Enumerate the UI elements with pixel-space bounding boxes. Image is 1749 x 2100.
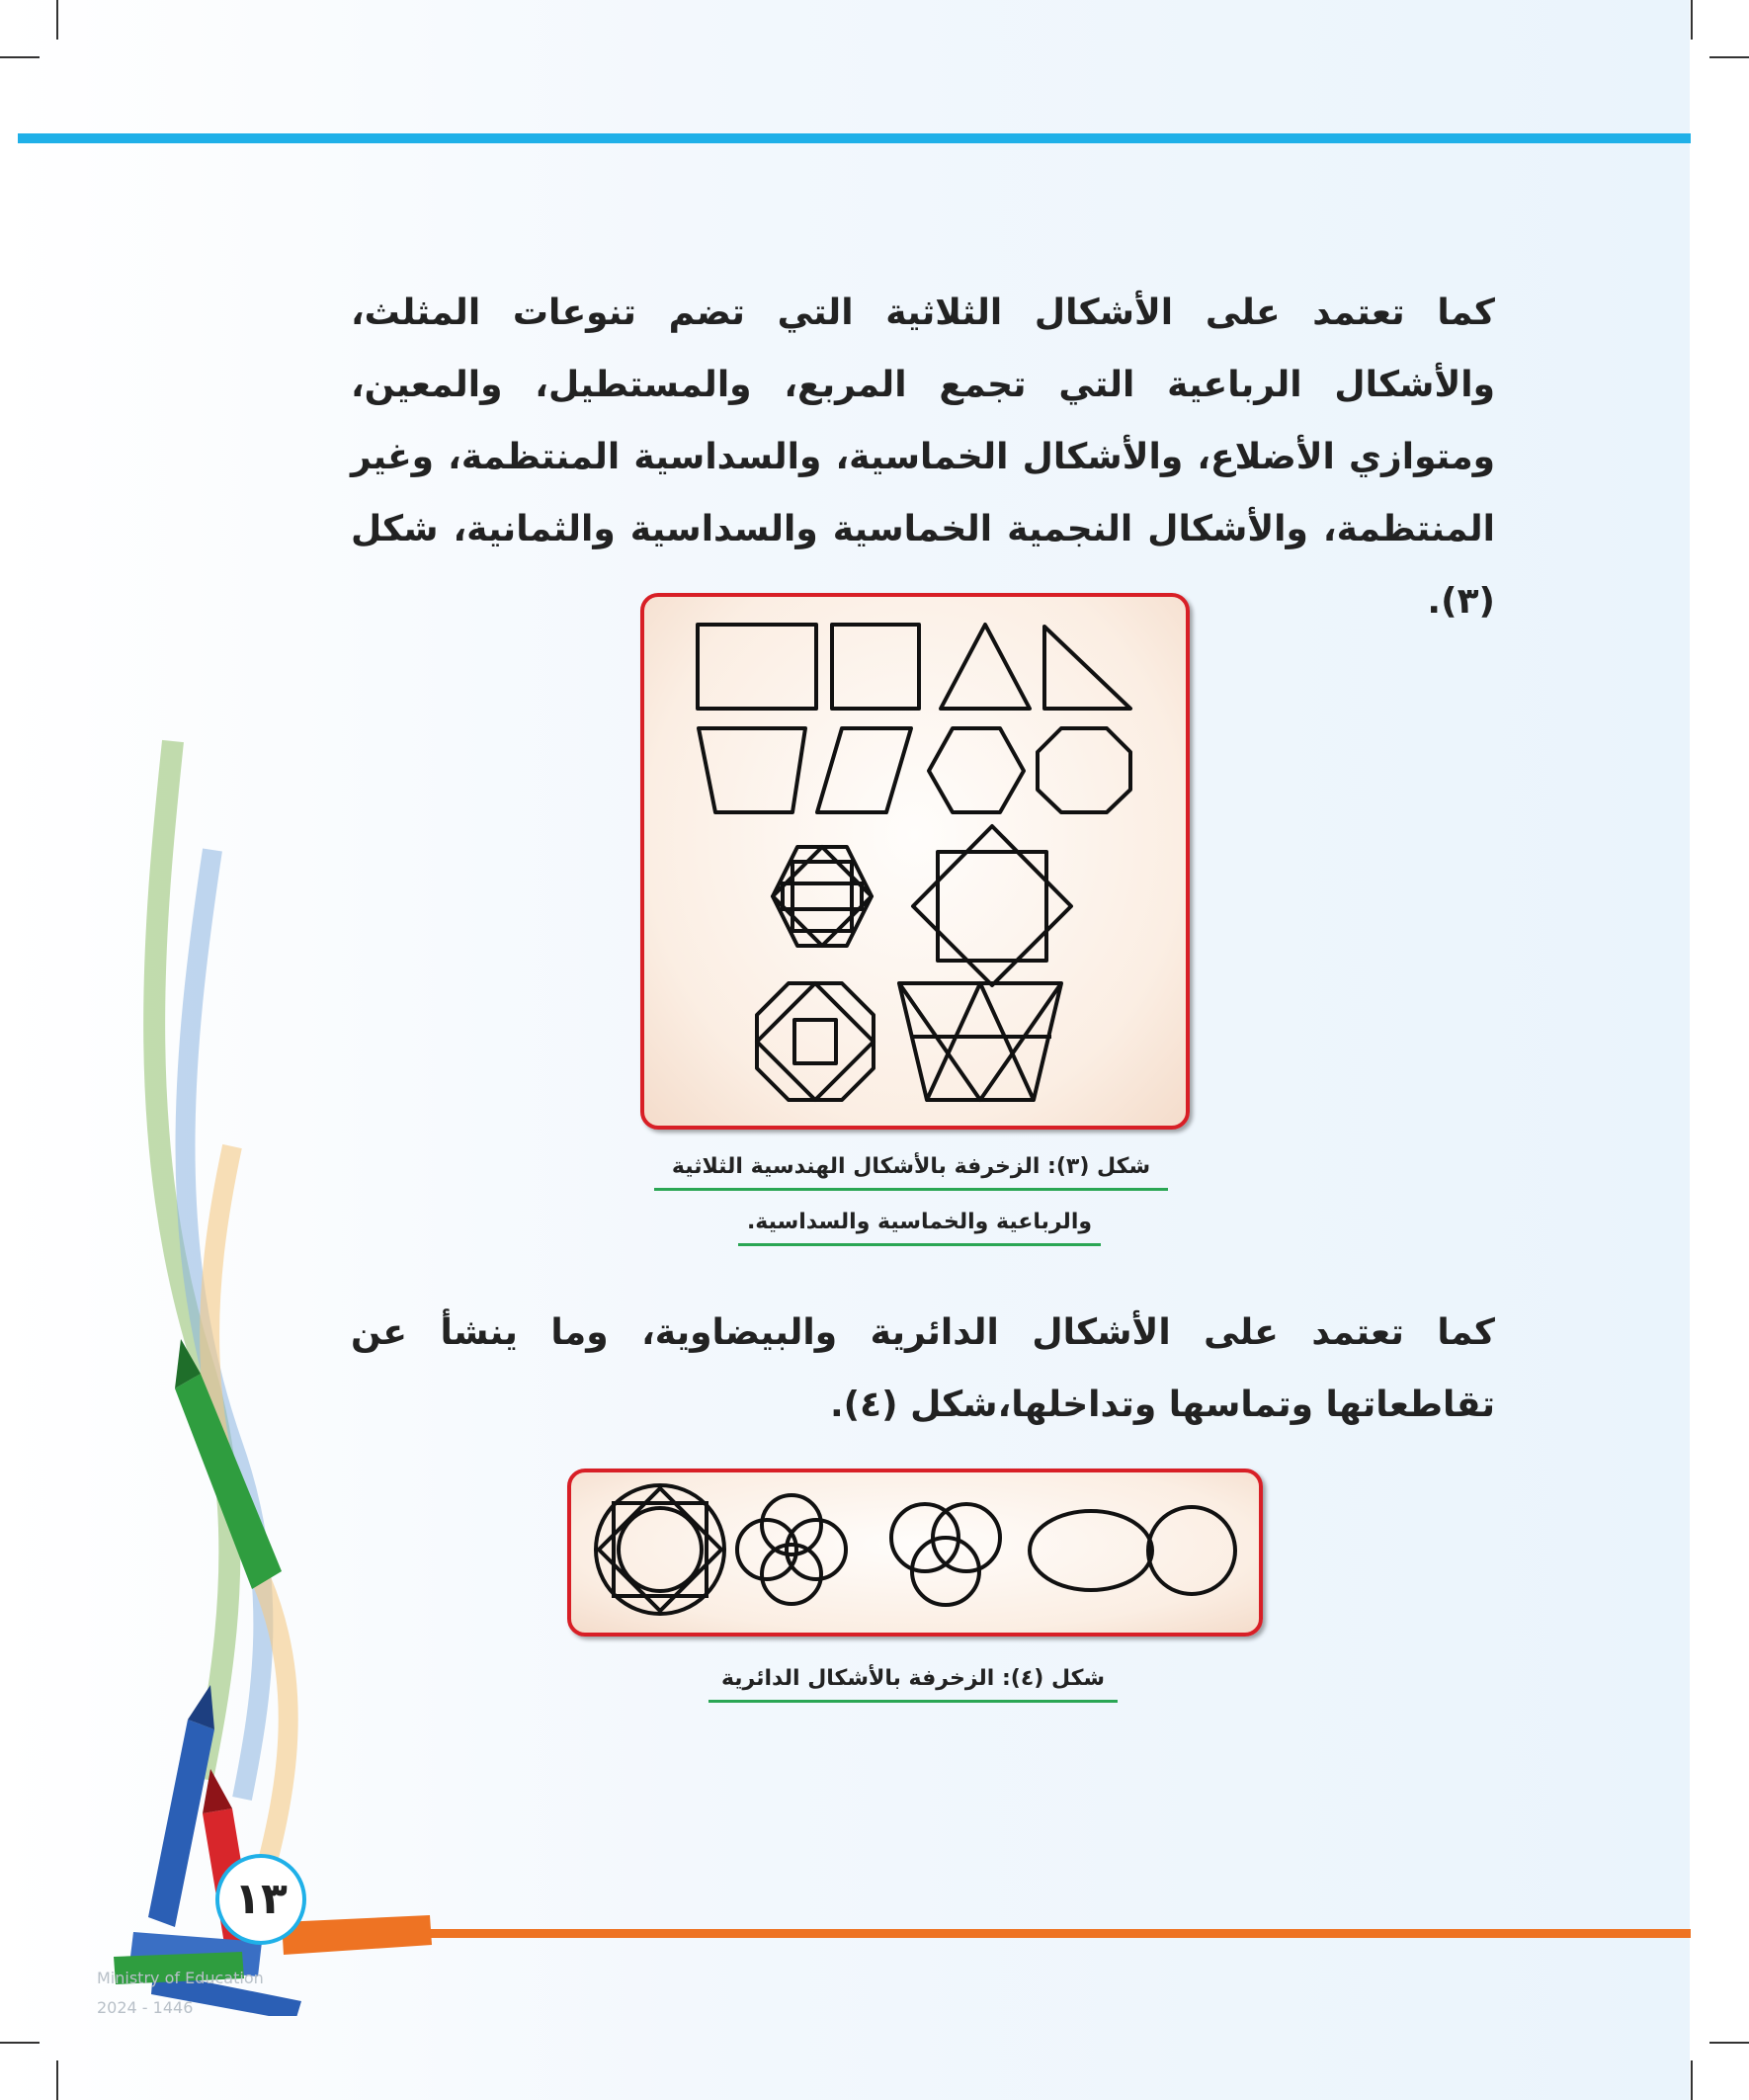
- crossed-triangles-shape: [899, 983, 1061, 1100]
- triangle-shape: [941, 625, 1030, 709]
- interlocking-circles-shape: [891, 1504, 1000, 1605]
- crop-mark: [0, 56, 40, 58]
- top-rule: [18, 133, 1691, 143]
- crop-mark: [56, 0, 58, 40]
- overlapping-circles-flower-shape: [737, 1495, 846, 1604]
- crop-mark: [1709, 56, 1749, 58]
- paragraph-1: كما تعتمد على الأشكال الثلاثية التي تضم تنوعات المثلث، والأشكال الرباعية التي تجمع المربع، والمستطيل، والمعين، ومتوازي الأضلاع، والأشكال الخماسية، والسداسية المنتظمة، وغير المنتظمة، والأشكال النجمية الخماسية والسداسية والثمانية، شكل (٣).: [351, 293, 1495, 622]
- circle-square-star-shape: [596, 1485, 724, 1614]
- page-number: ١٣: [215, 1854, 306, 1945]
- crop-mark: [1691, 2060, 1693, 2100]
- bottom-rule: [425, 1929, 1691, 1938]
- crop-mark: [0, 2042, 40, 2044]
- figure-3-caption-line-2: والرباعية والخماسية والسداسية.: [738, 1208, 1101, 1246]
- circular-shapes-illustration: [571, 1472, 1259, 1633]
- crop-mark: [56, 2060, 58, 2100]
- ellipse-shape: [1030, 1511, 1152, 1590]
- figure-3-caption-line-1: شكل (٣): الزخرفة بالأشكال الهندسية الثلاثية: [654, 1152, 1168, 1191]
- octagon-star-shape: [757, 983, 874, 1100]
- paragraph-2: كما تعتمد على الأشكال الدائرية والبيضاوية، وما ينشأ عن تقاطعاتها وتماسها وتداخلها،شكل (٤).: [351, 1312, 1495, 1425]
- crop-mark: [1691, 0, 1693, 40]
- figure-4-frame: [567, 1469, 1263, 1637]
- hexagon-star-shape: [773, 847, 872, 946]
- ministry-label: Ministry of Education: [97, 1969, 264, 1987]
- edition-year: 2024 - 1446: [97, 1998, 194, 2017]
- figure-4-caption: شكل (٤): الزخرفة بالأشكال الدائرية: [708, 1664, 1118, 1703]
- figure-3-frame: [640, 593, 1190, 1130]
- circle-shape: [1148, 1507, 1235, 1594]
- parallelogram-shape: [817, 728, 911, 812]
- geometric-shapes-illustration: [644, 597, 1186, 1126]
- octagon-shape: [1038, 728, 1130, 812]
- trapezoid-shape: [699, 728, 805, 812]
- crop-mark: [1709, 2042, 1749, 2044]
- hexagon-shape: [929, 728, 1024, 812]
- orange-crayon-icon: [282, 1915, 432, 1955]
- square-shape: [832, 625, 919, 709]
- rectangle-shape: [698, 625, 816, 709]
- right-triangle-shape: [1044, 627, 1130, 709]
- square-star-shape: [913, 826, 1071, 985]
